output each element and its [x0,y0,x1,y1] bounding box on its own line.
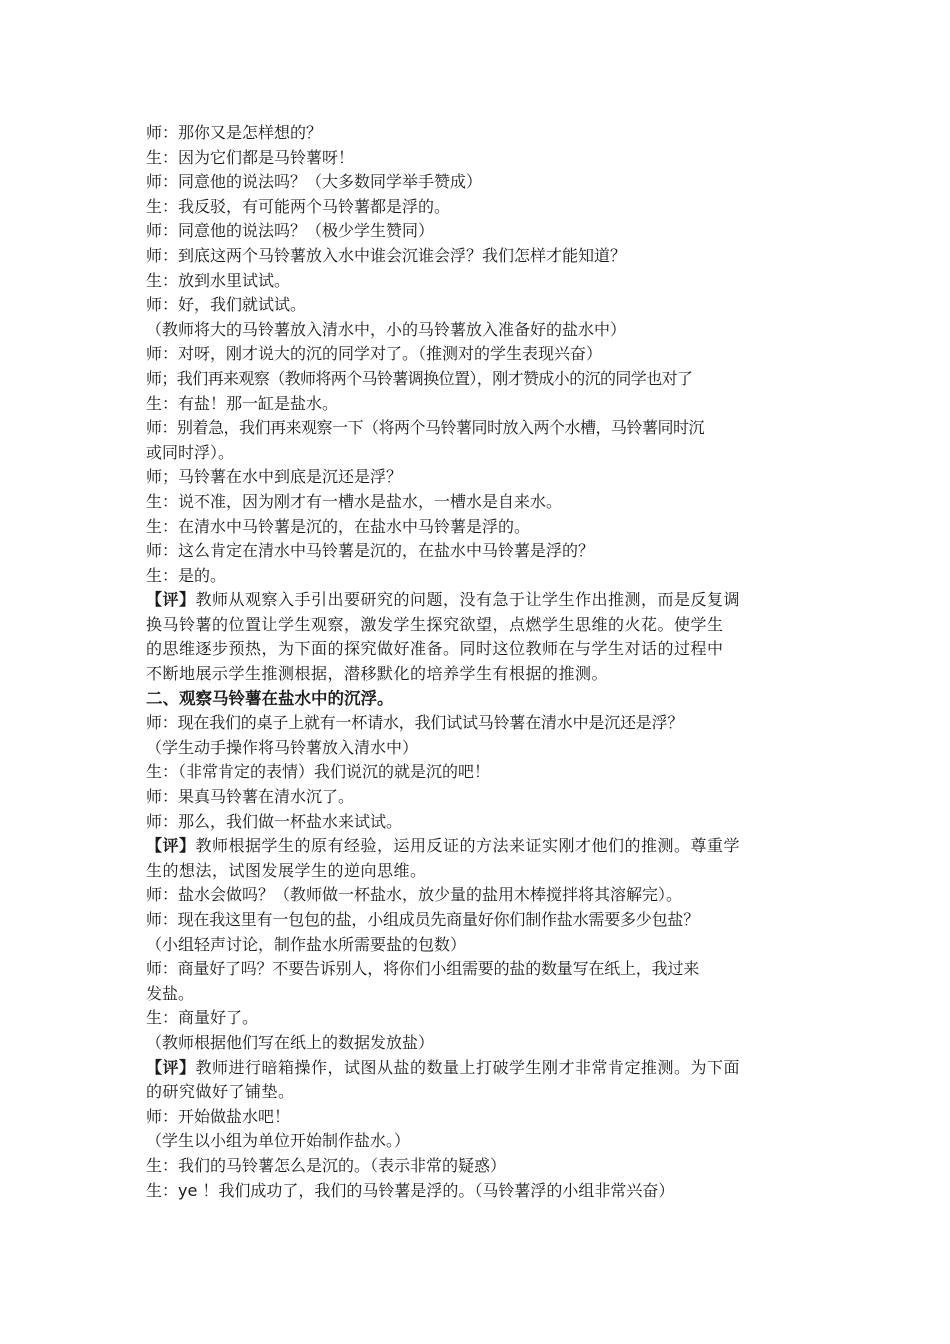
dialogue-line: 师：盐水会做吗？（教师做一杯盐水，放少量的盐用木棒搅拌将其溶解完）。 [146,885,683,905]
comment-tag: 【评】 [146,590,196,610]
dialogue-line: 生：因为它们都是马铃薯呀！ [146,147,355,167]
dialogue-line: 师：商量好了吗？不要告诉别人，将你们小组需要的盐的数量写在纸上，我过来 [146,959,700,979]
dialogue-line: 发盐。 [146,983,195,1003]
dialogue-line: 生：有盐！那一缸是盐水。 [146,393,339,413]
dialogue-line: 生：我们的马铃薯怎么是沉的。（表示非常的疑惑） [146,1155,507,1175]
dialogue-line: 师：到底这两个马铃薯放入水中谁会沉谁会浮？我们怎样才能知道？ [146,245,627,265]
dialogue-line: （教师将大的马铃薯放入清水中，小的马铃薯放入准备好的盐水中） [146,319,627,339]
comment-line: 不断地展示学生推测根据，潜移默化的培养学生有根据的推测。 [146,664,609,684]
dialogue-line: 生：是的。 [146,565,227,585]
dialogue-line: 师：那么，我们做一杯盐水来试试。 [146,811,403,831]
document-page [146,121,812,1203]
dialogue-block-2 [146,711,812,834]
dialogue-line: 生：在清水中马铃薯是沉的，在盐水中马铃薯是浮的。 [146,516,531,536]
dialogue-line: 师：现在我们的桌子上就有一杯请水，我们试试马铃薯在清水中是沉还是浮？ [146,713,684,733]
dialogue-line: 师：开始做盐水吧！ [146,1106,291,1126]
dialogue-line: 师：现在我这里有一包包的盐，小组成员先商量好你们制作盐水需要多少包盐？ [146,910,700,929]
dialogue-line: 师：好，我们就试试。 [146,295,307,315]
comment-line: 的思维逐步预热，为下面的探究做好准备。同时这位教师在与学生对话的过程中 [146,639,724,659]
dialogue-line: 生：ye ！我们成功了，我们的马铃薯是浮的。（马铃薯浮的小组非常兴奋） [146,1180,675,1200]
dialogue-block-1 [146,121,812,588]
dialogue-line: （学生以小组为单位开始制作盐水。） [146,1131,411,1151]
comment-tag: 【评】 [146,836,196,856]
dialogue-line: 生：（非常肯定的表情）我们说沉的就是沉的吧！ [146,762,491,782]
dialogue-line: 生：放到水里试试。 [146,270,291,290]
dialogue-line: 师：果真马铃薯在清水沉了。 [146,787,355,807]
dialogue-line: 或同时浮）。 [146,442,235,462]
dialogue-line: （小组轻声讨论，制作盐水所需要盐的包数） [146,934,467,954]
comment-block-2 [146,834,812,883]
dialogue-block-4 [146,1105,812,1203]
dialogue-line: 师：对呀，刚才说大的沉的同学对了。（推测对的学生表现兴奋） [146,344,603,364]
dialogue-block-3 [146,883,812,1055]
comment-block-3 [146,1056,812,1105]
comment-line [146,588,812,613]
dialogue-line: 生：我反驳，有可能两个马铃薯都是浮的。 [146,196,451,216]
comment-line [146,1056,812,1081]
dialogue-line: 师：同意他的说法吗？（大多数同学举手赞成） [146,172,483,192]
comment-line: 换马铃薯的位置让学生观察，激发学生探究欲望，点燃学生思维的火花。使学生 [146,614,724,634]
dialogue-line: 师；马铃薯在水中到底是沉还是浮？ [146,467,403,487]
comment-block-1 [146,588,812,686]
section-heading: 二、观察马铃薯在盐水中的沉浮。 [146,688,394,708]
dialogue-line: 生：说不准，因为刚才有一槽水是盐水，一槽水是自来水。 [146,491,563,511]
comment-text: 教师从观察入手引出要研究的问题，没有急于让学生作出推测，而是反复调 [195,590,741,610]
comment-line [146,834,812,859]
dialogue-line: 师；我们再来观察（教师将两个马铃薯调换位置），刚才赞成小的沉的同学也对了 [146,368,693,388]
comment-tag: 【评】 [146,1057,196,1077]
dialogue-line: （教师根据他们写在纸上的数据发放盐） [146,1032,435,1052]
dialogue-line: 师：这么肯定在清水中马铃薯是沉的，在盐水中马铃薯是浮的？ [146,541,595,561]
comment-line: 生的想法，试图发展学生的逆向思维。 [146,860,427,880]
dialogue-line: 师：那你又是怎样想的？ [146,123,323,142]
dialogue-line: 生：商量好了。 [146,1008,259,1028]
dialogue-line: 师：同意他的说法吗？（极少学生赞同） [146,221,435,241]
dialogue-line: 师：别着急，我们再来观察一下（将两个马铃薯同时放入两个水槽，马铃薯同时沉 [146,418,705,438]
comment-line: 的研究做好了铺垫。 [146,1082,295,1102]
comment-text: 教师进行暗箱操作，试图从盐的数量上打破学生刚才非常肯定推测。为下面 [195,1057,741,1077]
dialogue-line: （学生动手操作将马铃薯放入清水中） [146,737,419,757]
comment-text: 教师根据学生的原有经验，运用反证的方法来证实刚才他们的推测。尊重学 [195,836,741,856]
